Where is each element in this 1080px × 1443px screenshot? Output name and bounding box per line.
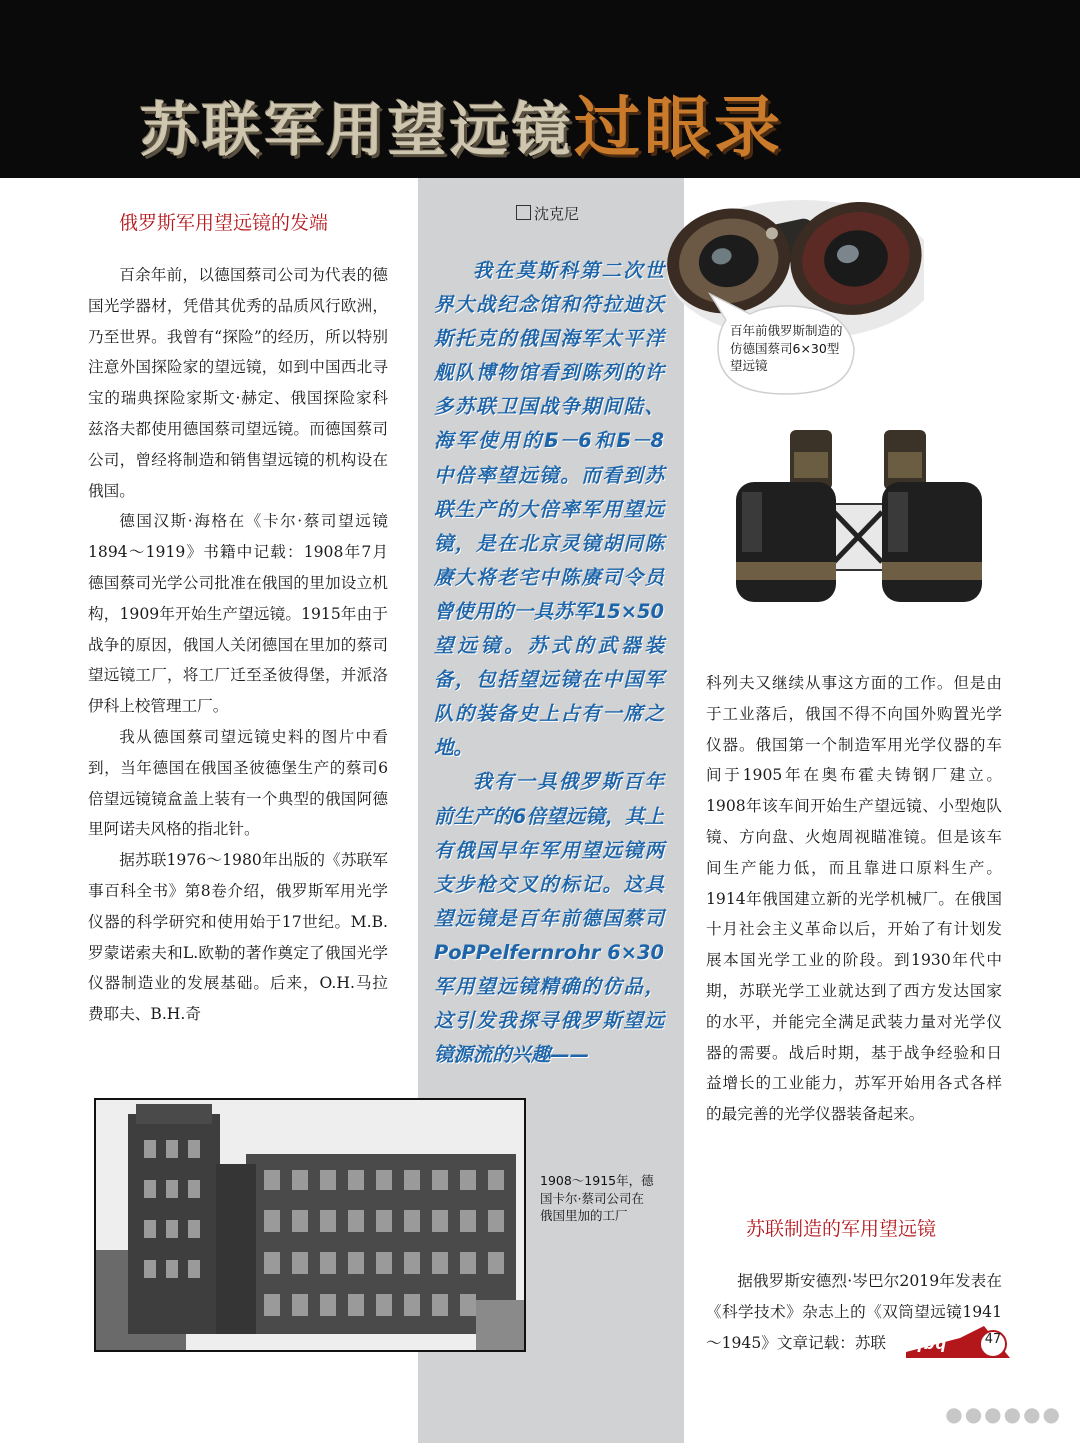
factory-illustration [96, 1100, 524, 1350]
binoculars-bottom-photo [712, 412, 1008, 622]
paragraph: 据苏联1976～1980年出版的《苏联军事百科全书》第8卷介绍，俄罗斯军用光学仪器的科学研究和使用始于17世纪。M.B.罗蒙诺索夫和L.欧勒的著作奠定了俄国光学仪器制造业的发展基础。后来，O.H.马拉费耶夫、B.H.奇 [88, 851, 388, 1024]
ellipsis-dots-icon: ●●●●●● [945, 1402, 1062, 1426]
title-accent: 过眼录 [574, 89, 785, 166]
section-heading: 苏联制造的军用望远镜 [746, 1218, 937, 1240]
paragraph: 德国汉斯·海格在《卡尔·蔡司望远镜1894～1919》书籍中记载：1908年7月德国蔡司光学公司批准在俄国的里加设立机构，1909年开始生产望远镜。1915年由于战争的原因，俄国人关闭德国在里加的蔡司望远镜工厂，将工厂迁至圣彼得堡，并派洛伊科上校管理工厂。 [88, 512, 388, 716]
left-column-text [88, 260, 388, 1030]
author-name: 沈克尼 [534, 205, 580, 223]
title-main: 苏联军用望远镜 [140, 96, 575, 164]
pull-quote [434, 254, 664, 1072]
factory-photo [94, 1098, 526, 1352]
binoculars-caption: 百年前俄罗斯制造的仿德国蔡司6×30型望远镜 [730, 323, 843, 373]
magazine-logo: qbq [912, 1335, 948, 1353]
pull-quote-paragraph: 我在莫斯科第二次世界大战纪念馆和符拉迪沃斯托克的俄国海军太平洋舰队博物馆看到陈列的许多苏联卫国战争期间陆、海军使用的Б－6和Б－8中倍率望远镜。而看到苏联生产的大倍率军用望远镜，是在北京灵镜胡同陈赓大将老宅中陈赓司令员曾使用的一具苏军15×50望远镜。苏式的武器装备，包括望远镜在中国军队的装备史上占有一席之地。 [434, 259, 664, 760]
paragraph: 据俄罗斯安德烈·岑巴尔2019年发表在《科学技术》杂志上的《双筒望远镜1941～1945》文章记载：苏联 [706, 1272, 1002, 1352]
pull-quote-paragraph: 我有一具俄罗斯百年前生产的6倍望远镜，其上有俄国早年军用望远镜两支步枪交叉的标记。这具望远镜是百年前德国蔡司PoPPelfernrohr 6×30军用望远镜精确的仿品，这引发我探寻俄罗斯望远镜源流的兴趣—— [434, 770, 664, 1067]
author-byline [516, 202, 579, 226]
paragraph: 我从德国蔡司望远镜史料的图片中看到，当年德国在俄国圣彼德堡生产的蔡司6倍望远镜镜盒盖上装有一个典型的俄国阿德里阿诺夫风格的指北针。 [88, 727, 388, 839]
section-heading: 俄罗斯军用望远镜的发端 [119, 212, 329, 234]
right-column-text [706, 668, 1002, 1130]
page-title [140, 88, 784, 168]
square-box-icon [516, 205, 531, 220]
paragraph: 科列夫又继续从事这方面的工作。但是由于工业落后，俄国不得不向国外购置光学仪器。俄国第一个制造军用光学仪器的车间于1905年在奥布霍夫铸钢厂建立。1908年该车间开始生产望远镜、小型炮队镜、方向盘、火炮周视瞄准镜。但是该车间生产能力低，而且靠进口原料生产。1914年俄国建立新的光学机械厂。在俄国十月社会主义革命以后，开始了有计划发展本国光学工业的阶段。到1930年代中期，苏联光学工业就达到了西方发达国家的水平，并能完全满足武装力量对光学仪器的需要。战后时期，基于战争经验和日益增长的工业能力，苏军开始用各式各样的最完善的光学仪器装备起来。 [706, 674, 1002, 1124]
factory-caption: 1908～1915年，德国卡尔·蔡司公司在俄国里加的工厂 [540, 1173, 654, 1223]
paragraph: 百余年前，以德国蔡司公司为代表的德国光学器材，凭借其优秀的品质风行欧洲，乃至世界。我曾有“探险”的经历，所以特别注意外国探险家的望远镜，如到中国西北寻宝的瑞典探险家斯文·赫定、俄国探险家科兹洛夫都使用德国蔡司望远镜。而德国蔡司公司，曾经将制造和销售望远镜的机构设在俄国。 [88, 266, 388, 500]
page-number: 47 [984, 1332, 1002, 1347]
